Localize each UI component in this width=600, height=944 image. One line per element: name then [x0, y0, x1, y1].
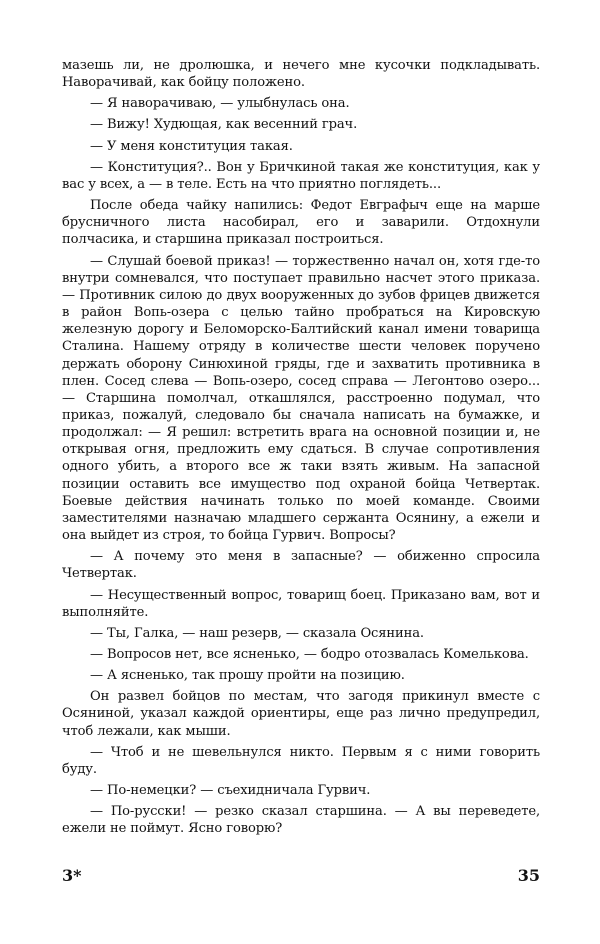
signature-mark: 3*: [62, 866, 82, 885]
paragraph: — Вопросов нет, все ясненько, — бодро отозвалась Комелькова.: [90, 647, 529, 662]
page-footer: [62, 866, 540, 888]
paragraph: — Конституция?.. Вон у Бричкиной такая же конституция, как у вас у всех, а — в теле. Есть на что приятно поглядеть...: [62, 159, 540, 192]
paragraph: — Ты, Галка, — наш резерв, — сказала Осянина.: [90, 625, 424, 641]
paragraph: — А ясненько, так прошу пройти на позицию.: [90, 668, 405, 684]
paragraph: — Чтоб и не шевельнулся никто. Первым я с ними говорить буду.: [62, 744, 540, 777]
body-text: [62, 57, 540, 838]
page-number: 35: [517, 866, 540, 885]
paragraph: — Слушай боевой приказ! — торжественно начал он, хотя где-то внутри сомневался, что поступает правильно насчет этого приказа. — Противник силою до двух вооруженных до зубов фрицев движется в район Вопь-озера с целью тайно пробраться на Кировскую железную дорогу и Беломорско-Балтийский канал имени товарища Сталина. Нашему отряду в количестве шести человек поручено держать оборону Синюхиной гряды, где и захватить противника в плен. Сосед слева — Вопь-озеро, сосед справа — Легонтово озеро... — Старшина помолчал, откашлялся, расстроенно подумал, что приказ, пожалуй, следовало бы сначала написать на бумажке, и продолжал: — Я решил: встретить врага на основной позиции и, не открывая огня, предложить ему сдаться. В случае сопротивления одного убить, а второго все ж таки взять живым. На запасной позиции оставить все имущество под охраной бойца Четвертак. Боевые действия начинать только по моей команде. Своими заместителями назначаю младшего сержанта Осянину, а ежели и она выйдет из строя, то бойца Гурвич. Вопросы?: [62, 253, 540, 544]
paragraph: — У меня конституция такая.: [90, 138, 293, 154]
paragraph: — Несущественный вопрос, товарищ боец. Приказано вам, вот и выполняйте.: [62, 587, 540, 620]
paragraph-continuation: мазешь ли, не дролюшка, и нечего мне кусочки подкладывать. Наворачивай, как бойцу положено.: [62, 58, 540, 91]
paragraph: — Вижу! Худющая, как весенний грач.: [90, 117, 358, 133]
paragraph: Он развел бойцов по местам, что загодя прикинул вместе с Осяниной, указал каждой ориентиры, еще раз лично предупредил, чтоб лежали, как мыши.: [62, 689, 540, 739]
paragraph: — По-русски! — резко сказал старшина. — А вы переведете, ежели не поймут. Ясно говорю?: [62, 804, 540, 837]
paragraph: — А почему это меня в запасные? — обиженно спросила Четвертак.: [62, 549, 540, 582]
paragraph: После обеда чайку напились: Федот Евграфыч еще на марше брусничного листа насобирал, его и заварили. Отдохнули полчасика, и старшина приказал построиться.: [62, 198, 540, 248]
paragraph: — Я наворачиваю, — улыбнулась она.: [90, 96, 350, 112]
paragraph: — По-немецки? — съехидничала Гурвич.: [90, 783, 371, 799]
